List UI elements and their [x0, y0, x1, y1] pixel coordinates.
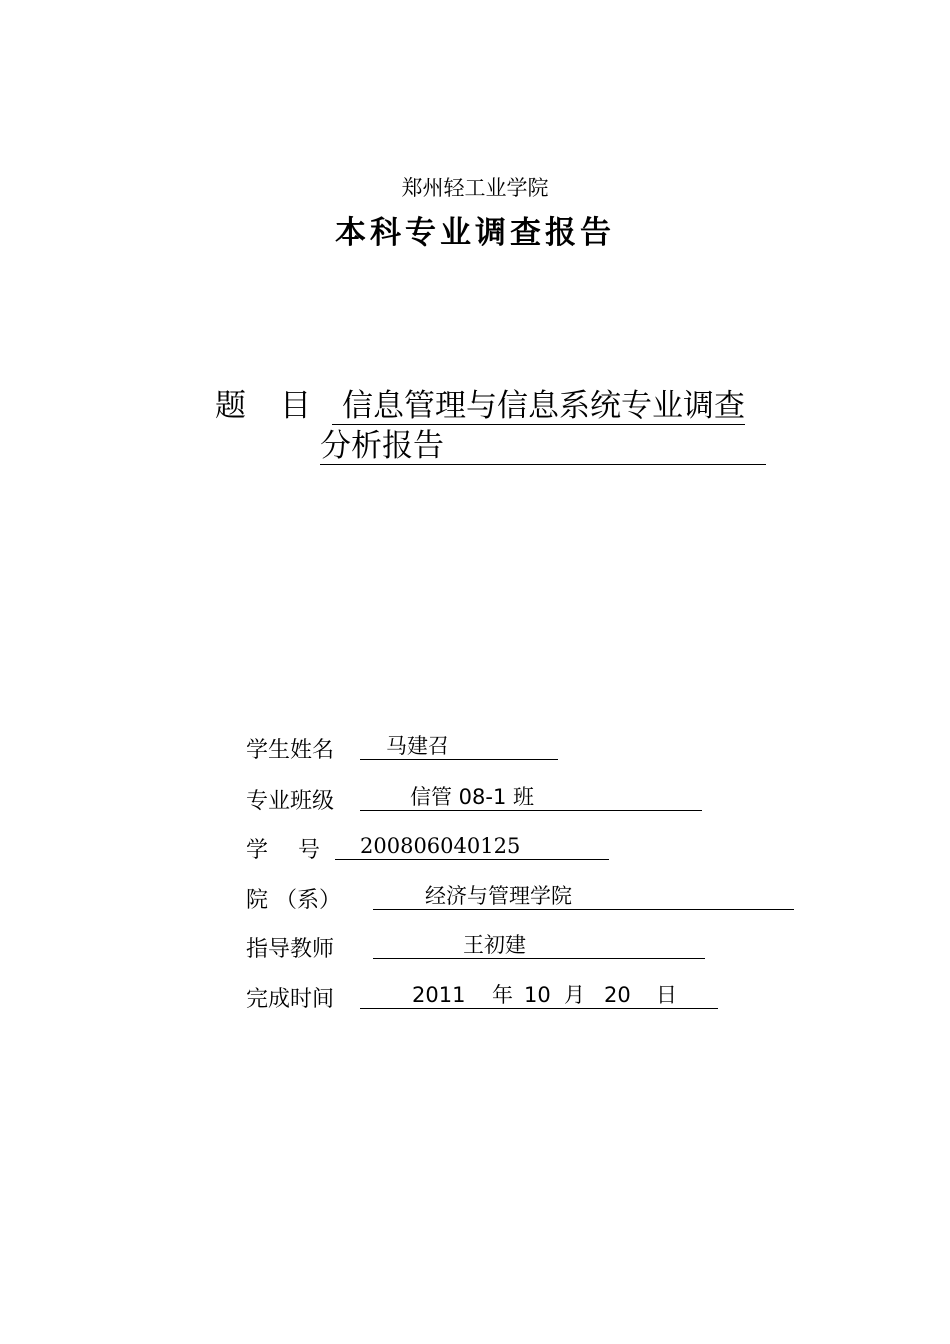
topic-label-char-2: 目 — [280, 388, 311, 424]
topic-title-line-2-text: 分析报告 — [320, 428, 766, 465]
completion-month-unit: 月 — [564, 983, 585, 1007]
department-field — [373, 883, 794, 910]
school-name: 郑州轻工业学院 — [401, 176, 549, 200]
completion-field — [360, 982, 718, 1009]
completion-day: 20 — [604, 983, 631, 1007]
completion-day-unit: 日 — [656, 983, 677, 1007]
completion-year: 2011 — [412, 983, 466, 1007]
advisor-value: 王初建 — [463, 933, 526, 957]
topic-title-line-2 — [320, 428, 766, 465]
student-name-label: 学生姓名 — [246, 738, 335, 763]
completion-year-unit: 年 — [492, 983, 513, 1007]
major-class-field — [360, 784, 702, 811]
major-class-value: 信管 08-1 班 — [410, 785, 535, 809]
student-id-field — [335, 833, 609, 860]
student-id-label — [246, 833, 320, 864]
topic-title-line-1-text: 信息管理与信息系统专业调查 — [332, 388, 745, 425]
major-class-label: 专业班级 — [246, 789, 335, 814]
student-name-value: 马建召 — [386, 734, 449, 758]
student-id-label-char-1: 学 — [246, 838, 269, 863]
student-id-value: 200806040125 — [360, 834, 521, 858]
advisor-label: 指导教师 — [246, 937, 335, 962]
topic-label-char-1: 题 — [215, 388, 246, 424]
student-name-field — [360, 733, 558, 760]
department-value: 经济与管理学院 — [425, 884, 572, 908]
completion-month: 10 — [524, 983, 551, 1007]
document-type-title: 本科专业调查报告 — [335, 215, 615, 251]
student-id-label-char-2: 号 — [298, 838, 321, 863]
department-label: 院 （系） — [246, 888, 341, 913]
completion-label: 完成时间 — [246, 987, 335, 1012]
topic-title-line-1 — [332, 380, 745, 425]
advisor-field — [373, 932, 705, 959]
topic-label — [215, 380, 311, 425]
